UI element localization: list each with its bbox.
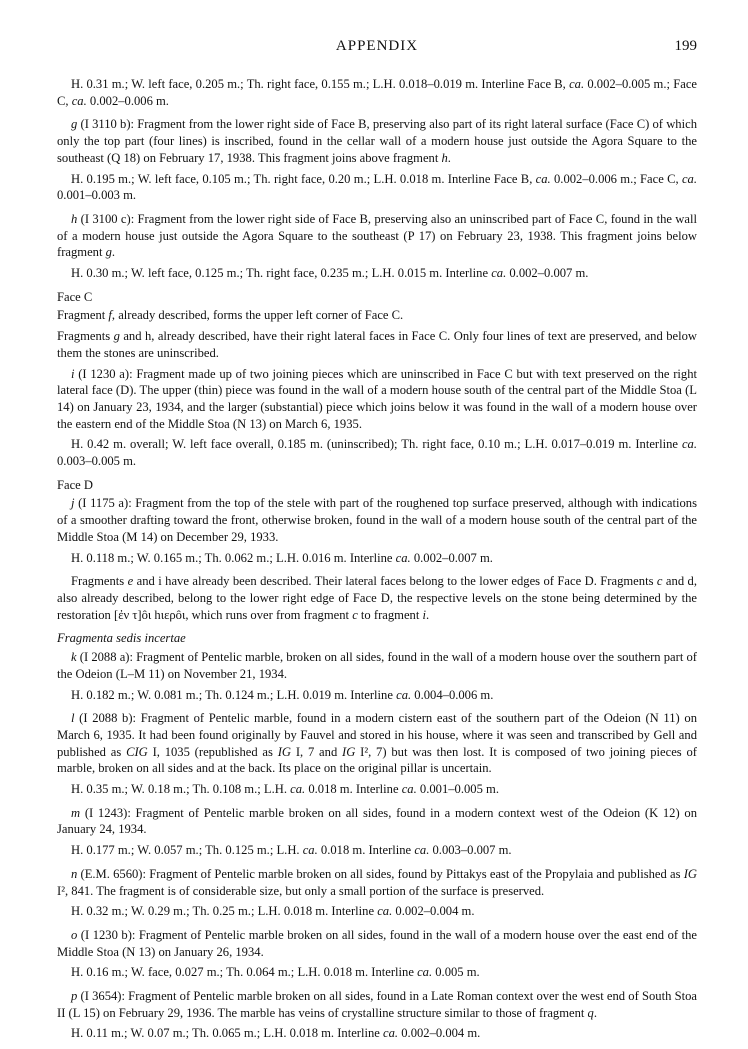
fragment-entry-n: n (E.M. 6560): Fragment of Pentelic marble broken on all sides, found by Pittakys east of the Propylaia and published as IG I², 841. The fragment is of considerable size, but only a small portion of the surface is preserved. — [57, 866, 697, 898]
measurements: H. 0.16 m.; W. face, 0.027 m.; Th. 0.064 m.; L.H. 0.018 m. Interline ca. 0.005 m. — [71, 965, 480, 980]
measurements: H. 0.35 m.; W. 0.18 m.; Th. 0.108 m.; L.H. ca. 0.018 m. Interline ca. 0.001–0.005 m. — [71, 782, 499, 797]
fragment-letter: n — [71, 866, 78, 881]
measurements: H. 0.11 m.; W. 0.07 m.; Th. 0.065 m.; L.H. 0.018 m. Interline ca. 0.002–0.004 m. — [71, 1026, 481, 1041]
fragment-entry-p: p (I 3654): Fragment of Pentelic marble broken on all sides, found in a Late Roman context over the west end of South Stoa II (L 15) on February 29, 1936. The marble has veins of crystalline structure similar to those of fragment q. — [57, 989, 697, 1020]
running-head — [57, 38, 697, 60]
fragment-entry-l: l (I 2088 b): Fragment of Pentelic marble, found in a modern cistern east of the southern part of the Odeion (N 11) on March 6, 1935. It had been found originally by Fauvel and stored in his house, where it was seen and transcribed by Gell and published as CIG I, 1035 (republished as IG I, 7 and IG I², 7) but was then lost. It is composed of two joining pieces of marble, broken on all sides and at the back. Its place on the original pillar is uncertain. — [57, 711, 697, 776]
fragment-entry-o: o (I 1230 b): Fragment of Pentelic marble broken on all sides, found in the wall of a modern house over the east end of the Middle Stoa (N 13) on January 26, 1934. — [57, 927, 697, 959]
running-title: APPENDIX — [335, 38, 419, 54]
fragment-entry-m: m (I 1243): Fragment of Pentelic marble broken on all sides, found in a modern context west of the Odeion (K 12) on January 24, 1934. — [57, 805, 697, 837]
fragment-entry-k: k (I 2088 a): Fragment of Pentelic marble, broken on all sides, found in the wall of a modern house over the southern part of the Odeion (L–M 11) on November 21, 1934. — [57, 650, 697, 681]
section-heading: Face D — [57, 477, 94, 492]
fragment-entry-i: i (I 1230 a): Fragment made up of two joining pieces which are uninscribed in Face C but with text preserved on the right lateral face (D). The upper (thin) piece was found in the wall of a modern house south of the central part of the Middle Stoa (L 14) on January 23, 1934, and the larger (substantial) piece which joins below it was found in the wall of a modern house over the eastern end of the Middle Stoa (N 13) on March 6, 1935. — [57, 366, 697, 431]
fragment-letter: g — [71, 117, 78, 132]
fragment-entry-j: j (I 1175 a): Fragment from the top of the stele with part of the roughened top surface preserved, although with indications of a smoother drafting toward the front, otherwise broken, found in the wall of a modern house south of the central part of the Middle Stoa (M 14) on December 29, 1933. — [57, 496, 697, 544]
fragment-letter: o — [71, 927, 78, 942]
section-heading: Face C — [57, 289, 93, 304]
paragraph: Fragments e and i have already been described. Their lateral faces belong to the lower edges of Face D. Fragments c and d, also already described, belong to the lower right edge of Face D, the respective levels on the stone being determined by the restoration [ἐν τ]ôι hιερôι, which runs over from fragment c to fragment i. — [57, 574, 697, 622]
measurements: H. 0.30 m.; W. left face, 0.125 m.; Th. right face, 0.235 m.; L.H. 0.015 m. Interline ca. 0.002–0.007 m. — [71, 266, 589, 281]
page-number: 199 — [674, 38, 697, 54]
measurements: H. 0.195 m.; W. left face, 0.105 m.; Th. right face, 0.20 m.; L.H. 0.018 m. Interline Face B, ca. 0.002–0.006 m.; Face C, ca. 0.001–0.003 m. — [57, 171, 697, 203]
fragment-letter: m — [71, 805, 81, 820]
section-heading: Fragmenta sedis incertae — [57, 631, 186, 646]
fragment-letter: p — [71, 989, 78, 1004]
fragment-entry-h: h (I 3100 c): Fragment from the lower right side of Face B, preserving also an uninscribed part of Face C, found in the wall of a modern house just outside the Agora Square to the southeast (P 17) on February 23, 1938. This fragment joins below fragment g. — [57, 211, 697, 260]
measurements: H. 0.182 m.; W. 0.081 m.; Th. 0.124 m.; L.H. 0.019 m. Interline ca. 0.004–0.006 m. — [71, 687, 494, 702]
measurements: H. 0.31 m.; W. left face, 0.205 m.; Th. right face, 0.155 m.; L.H. 0.018–0.019 m. Interline Face B, ca. 0.002–0.005 m.; Face C, ca. 0.002–0.006 m. — [57, 77, 697, 108]
measurements: H. 0.118 m.; W. 0.165 m.; Th. 0.062 m.; L.H. 0.016 m. Interline ca. 0.002–0.007 m. — [71, 550, 493, 565]
fragment-letter: k — [71, 650, 77, 665]
fragment-letter: h — [71, 211, 78, 226]
fragment-letter: j — [71, 496, 75, 511]
measurements: H. 0.42 m. overall; W. left face overall, 0.185 m. (uninscribed); Th. right face, 0.10 m.; L.H. 0.017–0.019 m. Interline ca. 0.003–0.005 m. — [57, 437, 697, 469]
fragment-letter: i — [71, 366, 75, 381]
page — [57, 38, 697, 1049]
appendix-text — [57, 76, 697, 1042]
measurements: H. 0.32 m.; W. 0.29 m.; Th. 0.25 m.; L.H. 0.018 m. Interline ca. 0.002–0.004 m. — [71, 904, 475, 919]
fragment-letter: l — [71, 711, 75, 726]
measurements: H. 0.177 m.; W. 0.057 m.; Th. 0.125 m.; L.H. ca. 0.018 m. Interline ca. 0.003–0.007 m. — [71, 843, 512, 858]
paragraph: Fragment f, already described, forms the upper left corner of Face C. — [57, 308, 404, 323]
paragraph: Fragments g and h, already described, have their right lateral faces in Face C. Only four lines of text are preserved, and below them the stones are uninscribed. — [57, 329, 697, 360]
fragment-entry-g: g (I 3110 b): Fragment from the lower right side of Face B, preserving also part of its right lateral surface (Face C) of which only the top part (four lines) is inscribed, found in the cellar wall of a modern house just outside the Agora Square to the southeast (Q 18) on February 17, 1938. This fragment joins above fragment h. — [57, 117, 697, 165]
